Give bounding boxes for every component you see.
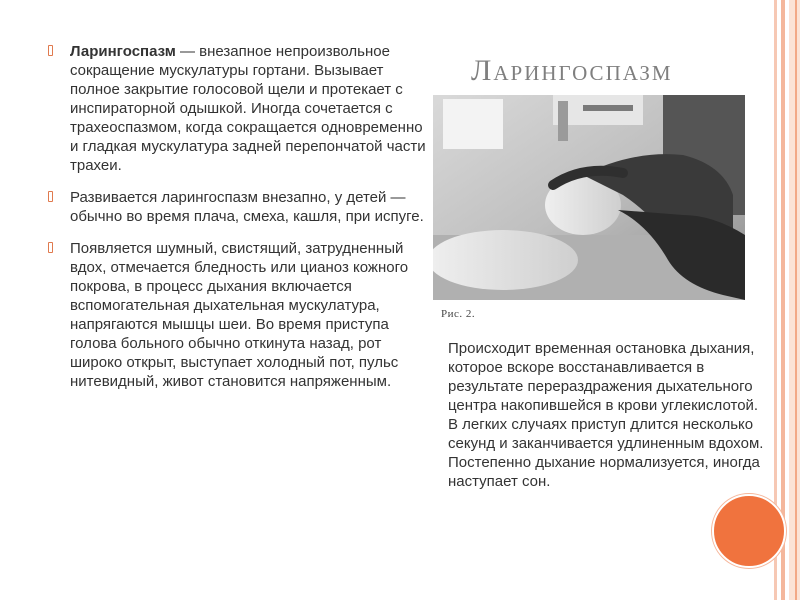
bullet-item <box>48 42 433 175</box>
bullet-text: Появляется шумный, свистящий, затрудненный вдох, отмечается бледность или цианоз кожного покрова, в процесс дыхания включается вспомогательная дыхательная мускулатура, напрягаются мышцы шеи. Во время приступа голова больного обычно откинута назад, рот широко открыт, выступает холодный пот, пульс нитевидный, живот становится напряженным. <box>70 240 409 390</box>
bullet-text: Развивается ларингоспазм внезапно, у детей — обычно во время плача, смеха, кашля, при испуге. <box>70 189 424 225</box>
slide-title: Ларингоспазм <box>471 54 673 87</box>
photo-illustration <box>433 95 745 330</box>
decorative-circle <box>712 494 786 568</box>
bullet-icon <box>48 45 53 56</box>
side-text: Происходит временная остановка дыхания, которое вскоре восстанавливается в результате перераздражения дыхательного центра накопившейся в крови углекислотой. В легких случаях приступ длится несколько секунд и заканчивается удлиненным вдохом. Постепенно дыхание нормализуется, иногда наступает сон. <box>448 340 764 490</box>
bullet-text: — внезапное непроизвольное сокращение мускулатуры гортани. Вызывает полное закрытие голосовой щели и протекает с инспираторной одышкой. Иногда сочетается с трахеоспазмом, когда сокращается одновременно и гладкая мускулатура задней перепончатой части трахеи. <box>70 43 426 174</box>
bullet-term: Ларингоспазм <box>70 43 176 60</box>
decorative-stripe <box>795 0 797 600</box>
photo-laryngospasm <box>433 95 745 330</box>
bullet-icon <box>48 191 53 202</box>
decorative-stripe <box>781 0 785 600</box>
bullet-item <box>48 239 433 391</box>
bullet-item <box>48 188 433 226</box>
bullet-icon <box>48 242 53 253</box>
photo-caption: Рис. 2. <box>441 308 476 320</box>
bullet-list <box>48 42 433 404</box>
